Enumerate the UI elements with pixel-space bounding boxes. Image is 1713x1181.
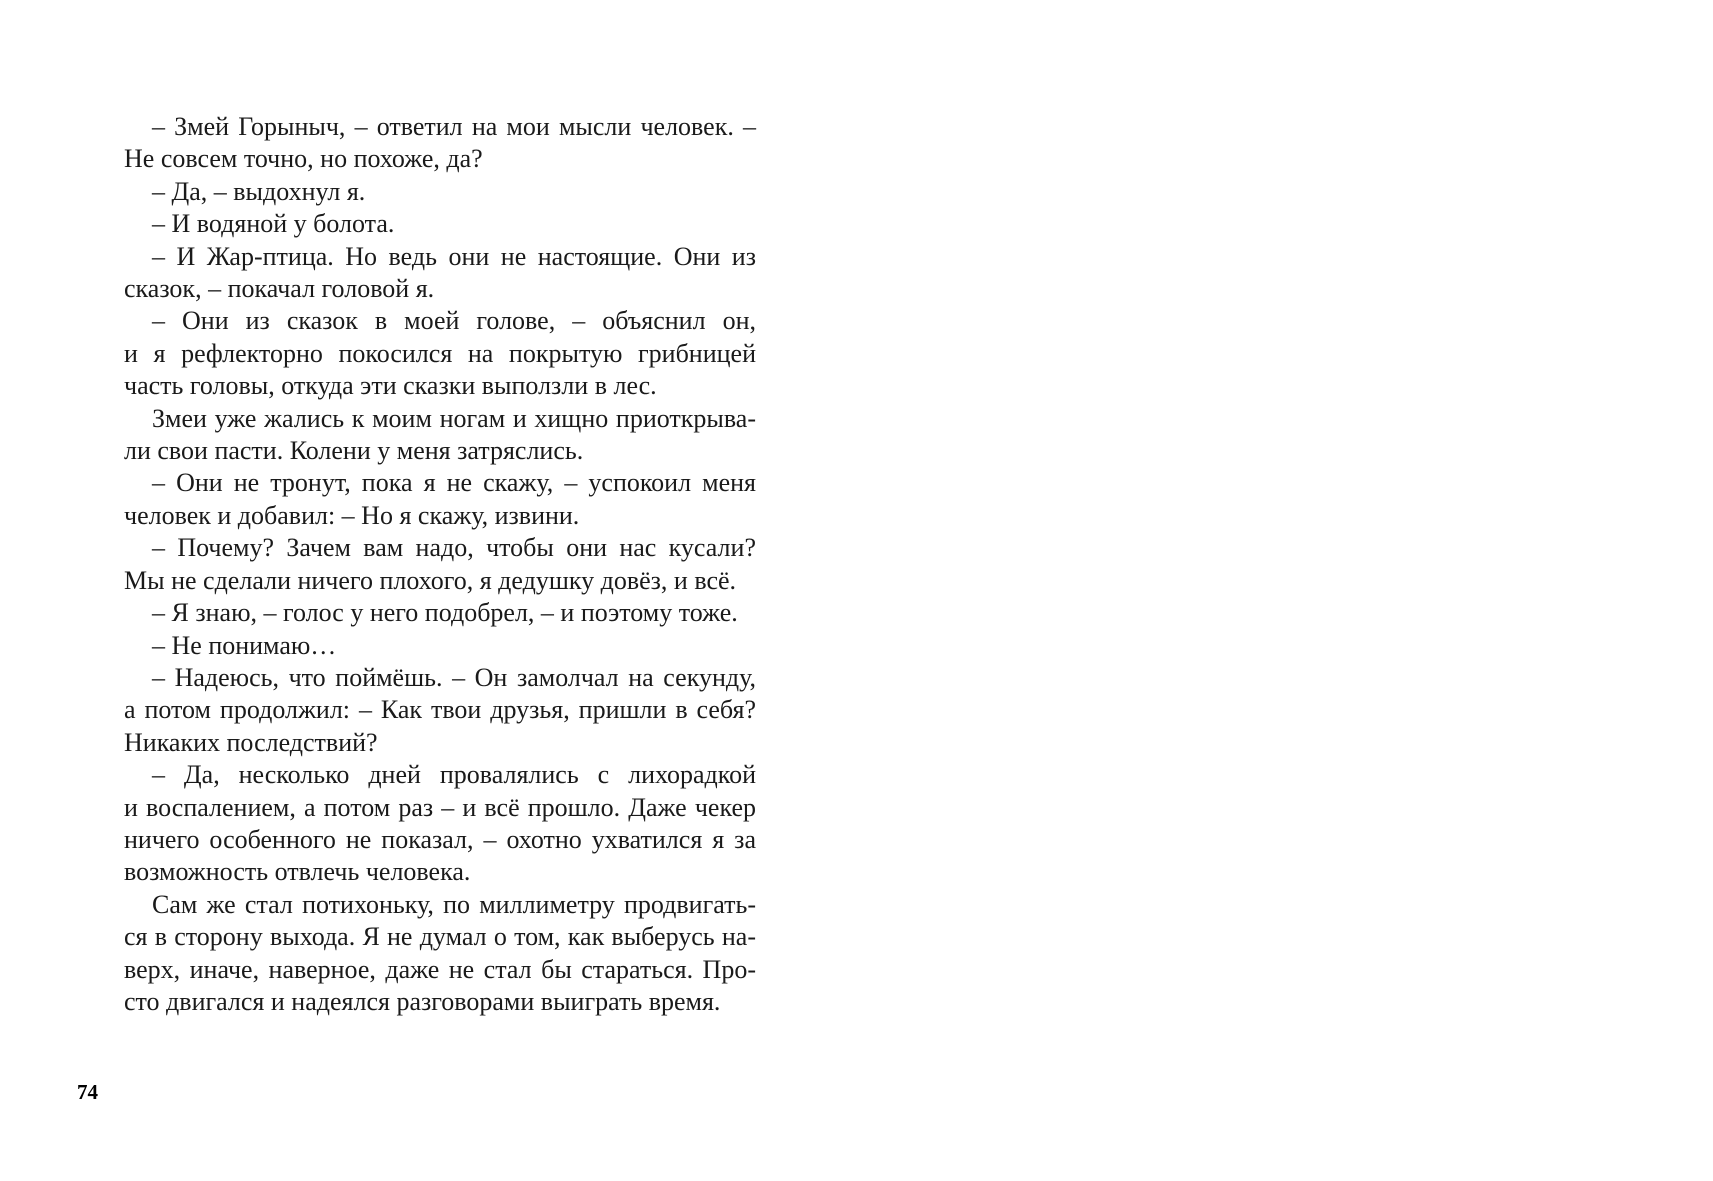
text-line: и воспалением, а потом раз – и всё прошло. Даже чекер [124,792,756,822]
text-line: – Они не тронут, пока я не скажу, – успокоил меня [152,468,756,498]
paragraph [124,597,756,629]
text-line: возможность отвлечь человека. [124,857,471,887]
text-line: человек и добавил: – Но я скажу, извини. [124,500,580,530]
paragraph [124,467,756,532]
text-line: ся в сторону выхода. Я не думал о том, как выберусь на- [124,922,756,952]
text-line: – Не понимаю… [152,630,337,660]
text-line: – Да, – выдохнул я. [152,176,366,206]
text-line: – Почему? Зачем вам надо, чтобы они нас кусали? [152,533,756,563]
text-line: – Надеюсь, что поймёшь. – Он замолчал на секунду, [152,662,756,692]
left-page [0,0,856,1181]
body-text [124,111,756,1018]
text-line: сто двигался и надеялся разговорами выиграть время. [124,986,721,1016]
text-line: – И водяной у болота. [152,209,395,239]
text-line: ничего особенного не показал, – охотно ухватился я за [124,824,756,854]
text-line: Не совсем точно, но похоже, да? [124,144,483,174]
paragraph [124,111,756,176]
paragraph [124,532,756,597]
page-number: 74 [77,1080,98,1104]
text-line: Сам же стал потихоньку, по миллиметру продвигать- [152,889,756,919]
text-line: – Я знаю, – голос у него подобрел, – и поэтому тоже. [152,598,738,628]
text-line: верх, иначе, наверное, даже не стал бы стараться. Про- [124,954,756,984]
text-line: Змеи уже жались к моим ногам и хищно приоткрыва- [152,403,756,433]
text-line: – И Жар-птица. Но ведь они не настоящие. Они из [152,241,756,271]
text-line: – Они из сказок в моей голове, – объяснил он, [152,306,756,336]
paragraph [124,630,756,662]
paragraph [124,241,756,306]
paragraph [124,305,756,402]
text-line: и я рефлекторно покосился на покрытую грибницей [124,338,756,368]
text-line: Никаких последствий? [124,727,378,757]
right-page [856,0,1712,1181]
text-line: – Да, несколько дней провалялись с лихорадкой [152,760,756,790]
text-line: – Змей Горыныч, – ответил на мои мысли человек. – [152,112,756,141]
text-line: часть головы, откуда эти сказки выползли в лес. [124,371,657,401]
paragraph [124,889,756,1019]
paragraph [124,662,756,759]
paragraph [124,176,756,208]
text-line: ли свои пасти. Колени у меня затряслись. [124,436,584,466]
paragraph [124,208,756,240]
text-line: Мы не сделали ничего плохого, я дедушку довёз, и всё. [124,565,737,595]
text-line: сказок, – покачал головой я. [124,274,435,304]
paragraph [124,759,756,889]
paragraph [124,403,756,468]
text-line: а потом продолжил: – Как твои друзья, пришли в себя? [124,695,756,725]
